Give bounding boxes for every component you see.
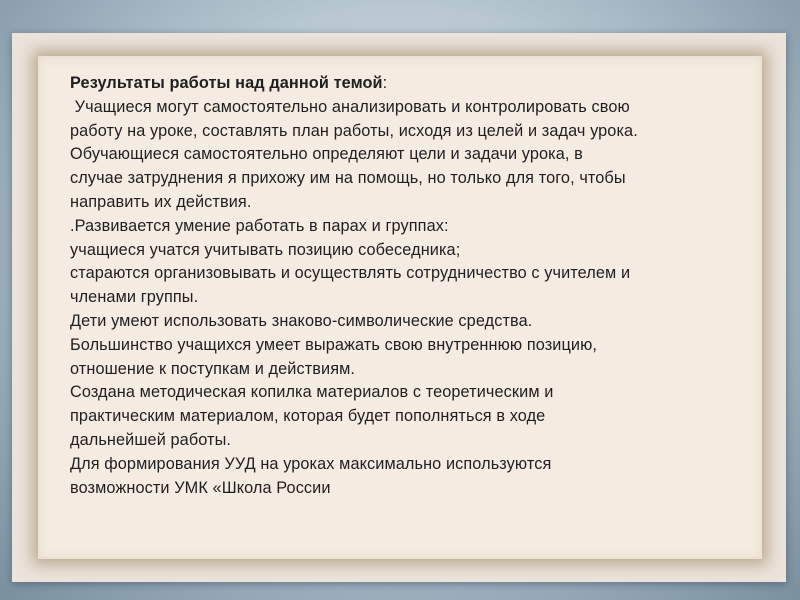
heading-bold-text: Результаты работы над данной темой (70, 74, 383, 92)
text-line: возможности УМК «Школа России (70, 478, 331, 497)
text-line: Дети умеют использовать знаково-символические средства. (70, 311, 533, 330)
text-line: .Развивается умение работать в парах и группах: (70, 216, 449, 235)
text-line: Создана методическая копилка материалов с теоретическим и (70, 383, 554, 402)
text-line: направить их действия. (70, 192, 252, 211)
text-line: стараются организовывать и осуществлять сотрудничество с учителем и (70, 264, 631, 283)
text-line: Для формирования УУД на уроках максимально используются (70, 454, 552, 473)
text-line: отношение к поступкам и действиям. (70, 359, 356, 378)
text-line: работу на уроке, составлять план работы, исходя из целей и задач урока. (70, 121, 638, 140)
text-line: членами группы. (70, 288, 199, 307)
slide-text (70, 72, 760, 500)
heading-colon: : (382, 74, 388, 92)
text-line: Обучающиеся самостоятельно определяют цели и задачи урока, в (70, 145, 583, 164)
text-line: Учащиеся могут самостоятельно анализировать и контролировать свою (70, 97, 630, 116)
text-line: учащиеся учатся учитывать позицию собеседника; (70, 240, 461, 259)
text-line: Большинство учащихся умеет выражать свою внутреннюю позицию, (70, 335, 598, 354)
text-line: практическим материалом, которая будет пополняться в ходе (70, 407, 546, 426)
text-line: случае затруднения я прихожу им на помощь, но только для того, чтобы (70, 169, 626, 188)
text-line: дальнейшей работы. (70, 430, 232, 449)
slide-heading (70, 72, 760, 96)
